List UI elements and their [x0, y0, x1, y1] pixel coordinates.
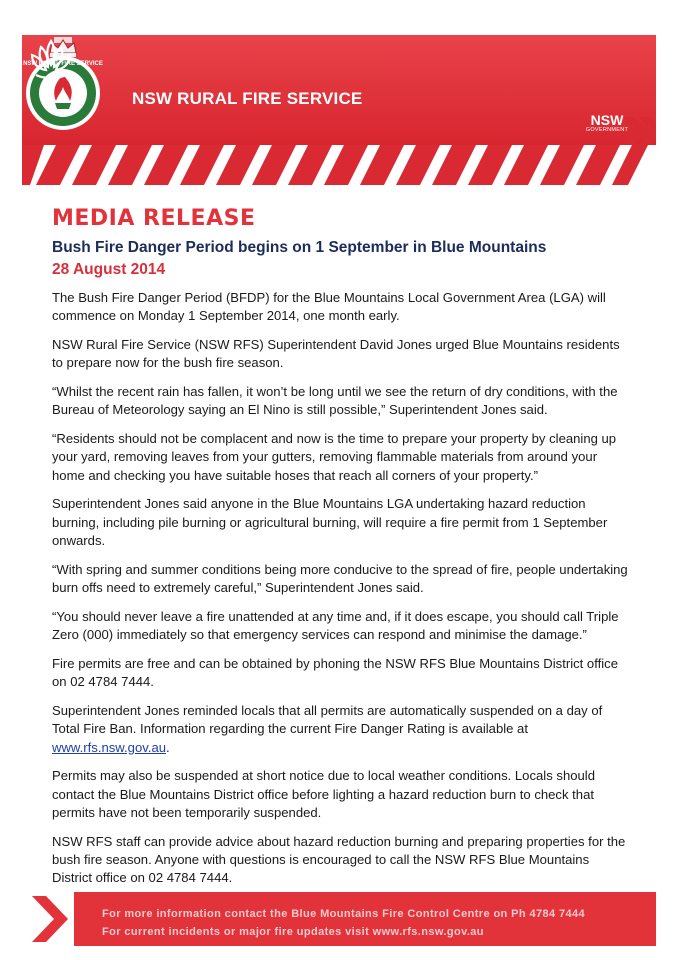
- waratah-logo-icon: [22, 35, 80, 87]
- rfs-website-link[interactable]: www.rfs.nsw.gov.au: [52, 739, 167, 755]
- release-headline: Bush Fire Danger Period begins on 1 September in Blue Mountains: [52, 239, 547, 256]
- nsw-logo-text: NSW: [590, 112, 624, 128]
- seal-text: NSW RURAL FIRE SERVICE: [23, 61, 103, 67]
- paragraph: Fire permits are free and can be obtained by phoning the NSW RFS Blue Mountains District office on 02 4784 7444.: [52, 655, 618, 690]
- paragraph: “You should never leave a fire unattended at any time and, if it does escape, you should call Triple Zero (000) immediately so that emergency services can respond and minimise the damage.”: [52, 608, 619, 643]
- paragraph: “With spring and summer conditions being more conducive to the spread of fire, people undertaking burn offs need to extremely careful,” Superintendent Jones said.: [52, 561, 628, 596]
- release-date: 28 August 2014: [52, 261, 166, 278]
- paragraph-with-link: [52, 702, 632, 757]
- paragraph: “Whilst the recent rain has fallen, it won’t be long until we see the return of dry conditions, with the Bureau of Meteorology saying an El Nino is still possible,” Superintendent Jones said.: [52, 384, 618, 418]
- paragraph: NSW RFS staff can provide advice about hazard reduction burning and preparing properties for the bush fire season. Anyone with questions is encouraged to call the NSW RFS Blue Mountains District office on 02 4784 7444.: [52, 833, 626, 886]
- header-banner-shape: [22, 35, 656, 185]
- paragraph: Permits may also be suspended at short notice due to local weather conditions. Locals should contact the Blue Mountains District office before lighting a hazard reduction burn to check that permits have not been temporarily suspended.: [52, 768, 595, 821]
- header-banner: [22, 35, 656, 185]
- footer-updates-text: For current incidents or major fire updates visit www.rfs.nsw.gov.au: [102, 926, 484, 938]
- media-release-label: MEDIA RELEASE: [52, 206, 256, 231]
- footer-contact-text: For more information contact the Blue Mountains Fire Control Centre on Ph 4784 7444: [102, 908, 586, 920]
- paragraph: NSW Rural Fire Service (NSW RFS) Superintendent David Jones urged Blue Mountains residents to prepare now for the bush fire season.: [52, 337, 620, 371]
- release-content: [52, 206, 632, 898]
- nsw-logo-subtext: GOVERNMENT: [585, 127, 629, 133]
- paragraph: The Bush Fire Danger Period (BFDP) for the Blue Mountains Local Government Area (LGA) will commence on Monday 1 September 2014, one month early.: [52, 290, 606, 324]
- paragraph: “Residents should not be complacent and now is the time to prepare your property by cleaning up your yard, removing leaves from your gutters, removing flammable materials from around your home and checking you have suitable hoses that reach all corners of your property.”: [52, 431, 617, 483]
- paragraph-text: .: [166, 739, 170, 755]
- paragraph-text: Superintendent Jones reminded locals that all permits are automatically suspended on a day of Total Fire Ban. Information regarding the current Fire Danger Rating is available at: [52, 702, 603, 737]
- footer-band: [24, 888, 656, 950]
- org-name: NSW RURAL FIRE SERVICE: [132, 89, 363, 108]
- paragraph: Superintendent Jones said anyone in the Blue Mountains LGA undertaking hazard reduction burning, including pile burning or agricultural burning, will require a fire permit from 1 September onwards.: [52, 496, 608, 549]
